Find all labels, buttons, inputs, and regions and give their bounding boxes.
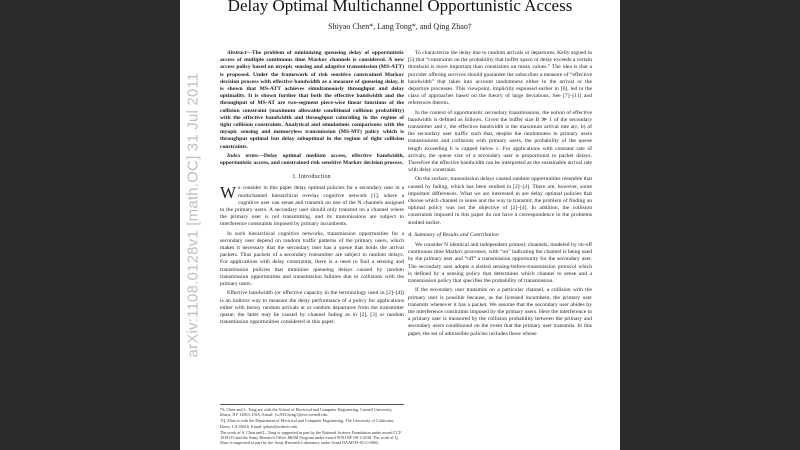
arxiv-watermark	[183, 72, 203, 358]
intro-paragraph-2: In such hierarchical cognitive networks, transmission opportunities for a secondary user depend on random traffic patterns of the primary users, which makes it necessary that the secondary user has a queue that holds the arrival packets. Thus packets of a secondary transmitter are subject to random delays. For applications with delay constraints, there is a need to find a sensing and transmission policies that minimize queueing delays caused by random transmission opportunities and transmission failures due to collisions with the primary users.	[220, 230, 404, 288]
right-paragraph-1: To characterize the delay due to random arrivals or departures, Kelly argued in [5] that “constraints on the probability that buffer space or delay exceeds a certain threshold is more important than constraints on mean values.” The idea is that a provider offering services should guarantee the subscriber a measure of “effective bandwidth” that takes into account randomness either in the arrival or the departure processes. This viewpoint, implicitly espoused earlier in [6], led to the class of approaches based on the theory of large deviations. See [7]–[11] and references therein.	[408, 50, 592, 107]
intro-paragraph-3: Effective bandwidth (or effective capacity in the terminology used in [2]–[4]) is an indirect way to measure the delay performance of a policy for applications either with bursty random arrivals at or random departures from the transmitter queue; the latter may be caused by channel fading as in [2], [3] or random transmission opportunities considered in this paper.	[220, 290, 404, 326]
right-paragraph-2: In the context of opportunistic secondary transmissions, the notion of effective bandwidth is defined as follows. Given the buffer size B ≫ 1 of the secondary transmitter and ε, the effective bandwidth is the maximum arrival rate a(ε, b) of the secondary user traffic such that, despite the randomness in primary users transmissions and collisions with primary users, the probability of the queue length exceeding b is capped below ε. For applications with constant rate of arrivals, the queue size of a secondary user is proportional to packet delays. Therefore the effective bandwidth can be interpreted as the sustainable arrival rate with delay constraint.	[408, 109, 592, 174]
paper-page	[180, 0, 620, 450]
right-column	[408, 50, 592, 340]
drop-cap: W	[220, 183, 237, 203]
arxiv-id: arXiv:1108.0128v1 [math.OC] 31 Jul 2011	[184, 72, 202, 358]
footnote-author-davis: †Q. Zhao is with the Department of Electrical and Computer Engineering, The University of California, Davis, CA 95616. Email: qzhao@ucdavis.edu.	[220, 418, 395, 429]
left-column	[220, 50, 404, 328]
right-paragraph-4: We consider N identical and independent primary channels, modeled by on-off continuous time Markov processes, with “on” indicating the channel is being used by the primary user and “off” a transmission opportunity for the secondary user. The secondary user adopts a slotted sensing-before-transmission protocol which is defined by a sensing policy that determines which channel to sense and a transmission policy that specifies the probability of transmission.	[408, 242, 592, 285]
abstract-label: Abstract	[227, 50, 247, 56]
index-terms	[220, 153, 404, 167]
paper-authors: Shiyao Chen*, Lang Tong*, and Qing Zhao†	[328, 22, 472, 31]
index-terms-label: Index terms	[227, 152, 259, 159]
intro-paragraph-1	[220, 185, 404, 228]
abstract	[220, 50, 404, 151]
abstract-text: —The problem of minimizing queueing delay of opportunistic access of multiple continuous time Markov channels is considered. A new access policy based on myopic sensing and adaptive transmission (MS-ATT) is proposed. Under the framework of risk sensitive constrained Markov decision process with effective bandwidth as a measure of queueing delay, it is shown that MS-ATT achieves simultaneously throughput and delay optimality. It is shown further that both the effective bandwidth and the throughput of MS-AT are two-segment piece-wise linear functions of the collision constraint (maximum allowable conditional collision probability) with the effective bandwidth and throughput coinciding in the regime of tight collision constraints. Analytical and simulations comparisons with the myopic sensing and memoryless transmission (MS-MT) policy which is throughput optimal but delay suboptimal in the regime of tight collision constraints.	[220, 50, 404, 150]
subsection-heading-summary: A. Summary of Results and Contribution	[408, 231, 499, 238]
index-terms-text: —Delay optimal medium access, effective bandwidth, opportunistic access, and constrained risk sensitive Markov decision process.	[220, 152, 404, 167]
footnotes	[220, 404, 404, 446]
right-paragraph-5: If the secondary user transmits on a particular channel, a collision with the primary user is possible because, as the licensed incumbent, the primary user transmits whenever it has a packet. We assume that the secondary user abides by the interference constraints imposed by the primary users. Here the interference to a primary user is measured by the collision probability between the primary and secondary users conditioned on the event that the primary user transmits. In this paper, the set of admissible policies includes those whose	[408, 287, 592, 337]
right-paragraph-3: On the surface, transmission delays caused random opportunities resemble that caused by fading, which has been studied in [2]–[4]. There are, however, some important differences. What we are interested in are delay optimal policies that choose which channel to sense and the way to transmit; the problem of finding an optimal policy was not the objective of [2]–[4]. In addition, the collision constraints imposed in this paper do not have a correspondence in the problems studied earlier.	[408, 176, 592, 226]
section-heading-introduction: I. Introduction	[293, 174, 331, 181]
footnote-funding: The work of S. Chen and L. Tong is supported in part by the National Science Foundation under award CCF 1018115 and the Army Research Office MURI Program under award W911NF-08-1-0238. The work of Q. Zhao is supported in part by the Army Research Laboratory under Grant DAAD19-01-C-0062.	[220, 429, 402, 446]
intro-paragraph-1-text: e consider in this paper delay optimal policies for a secondary user in a multichannel hierarchical overlay cognitive network [1], where a cognitive user can sense and transmit on one of the N channels assigned to the primary users. A secondary user should only transmit on a channel where the primary user is not transmitting, and its transmissions are subject to interference constraints imposed by primary incumbents.	[220, 185, 404, 228]
footnote-authors-cornell: *S. Chen and L. Tong are with the School of Electrical and Computer Engineering, Cornell University, Ithaca, NY 14853, USA. Email: {sc933,ltong}@ece.cornell.edu.	[220, 407, 393, 418]
paper-title: Delay Optimal Multichannel Opportunistic Access	[227, 0, 573, 15]
